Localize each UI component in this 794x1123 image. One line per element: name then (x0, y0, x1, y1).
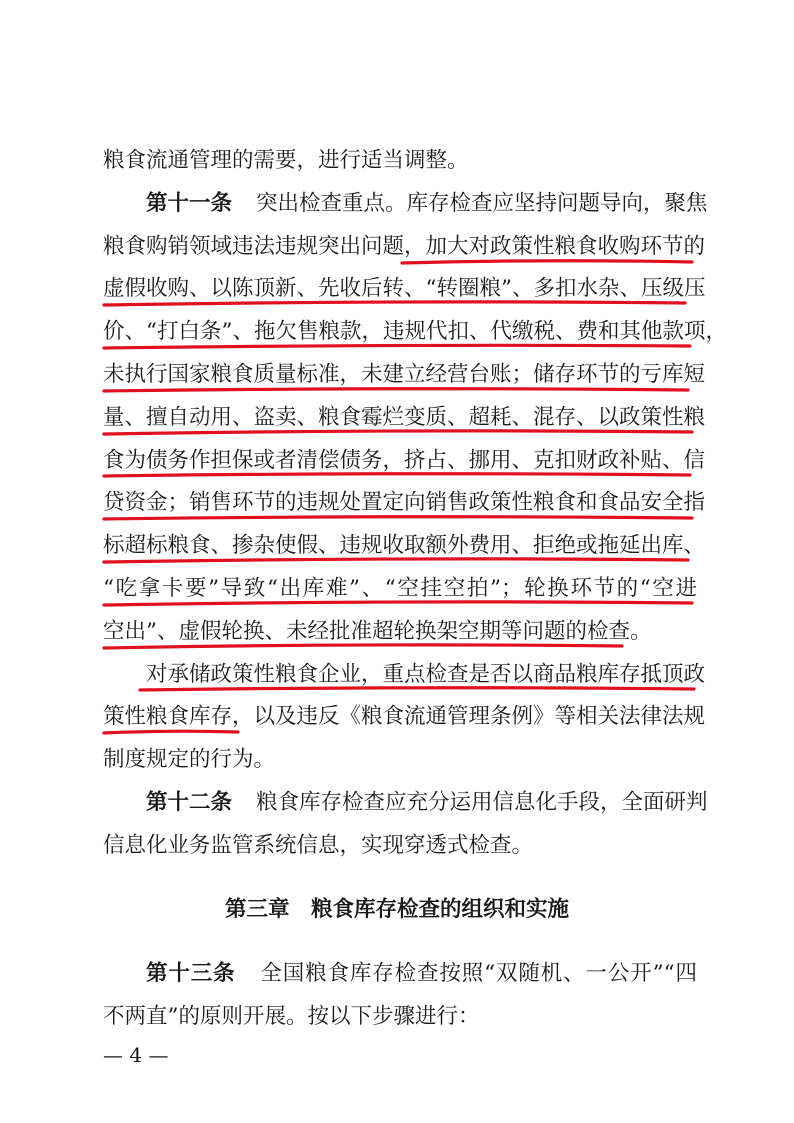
article-11-first-line (146, 189, 708, 219)
text-line-14: 策性粮食库存，以及违反《粮食流通管理条例》等相关法律法规 (103, 704, 706, 729)
text-line-11: “吃拿卡要”导致“出库难”、“空挂空拍”；轮换环节的“空进 (103, 576, 697, 601)
text-line-7: 量、擅自动用、盗卖、粮食霉烂变质、超耗、混存、以政策性粮 (103, 405, 706, 430)
article-11-lead: 突出检查重点。库存检查应坚持问题导向，聚焦 (256, 191, 708, 216)
text-line-15: 制度规定的行为。 (103, 747, 276, 772)
text-line-8: 食为债务作担保或者清偿债务，挤占、挪用、克扣财政补贴、信 (103, 448, 706, 473)
article-12-label: 第十二条 (146, 790, 233, 815)
text-line-6: 未执行国家粮食质量标准，未建立经营台账；储存环节的亏库短 (103, 362, 706, 387)
text-line-13: 对承储政策性粮食企业，重点检查是否以商品粮库存抵顶政 (146, 662, 706, 687)
article-13-label: 第十三条 (146, 961, 236, 986)
article-11-label: 第十一条 (146, 191, 233, 216)
text-line-1: 粮食流通管理的需要，进行适当调整。 (103, 148, 469, 173)
text-line-4: 虚假收购、以陈顶新、先收后转、“转圈粮”、多扣水杂、压级压 (103, 276, 706, 301)
text-line-21: 不两直”的原则开展。按以下步骤进行： (103, 1004, 480, 1029)
text-line-12: 空出”、虚假轮换、未经批准超轮换架空期等问题的检查。 (103, 619, 652, 644)
text-line-18: 信息化业务监管系统信息，实现穿透式检查。 (103, 833, 534, 858)
page-number: — 4 — (103, 1043, 169, 1067)
article-12-lead: 粮食库存检查应充分运用信息化手段，全面研判 (256, 790, 708, 815)
chapter-heading: 第三章 粮食库存检查的组织和实施 (224, 897, 569, 922)
text-line-5: 价、“打白条”、拖欠售粮款，违规代扣、代缴税、费和其他款项， (103, 319, 727, 344)
text-line-3: 粮食购销领域违法违规突出问题，加大对政策性粮食收购环节的 (103, 234, 706, 259)
text-line-9: 贷资金；销售环节的违规处置定向销售政策性粮食和食品安全指 (103, 490, 706, 515)
article-13-first-line (146, 959, 697, 989)
text-line-10: 标超标粮食、掺杂使假、违规收取额外费用、拒绝或拖延出库、 (103, 533, 706, 558)
article-12-first-line (146, 788, 708, 818)
article-13-lead: 全国粮食库存检查按照“双随机、一公开”“四 (259, 961, 697, 986)
